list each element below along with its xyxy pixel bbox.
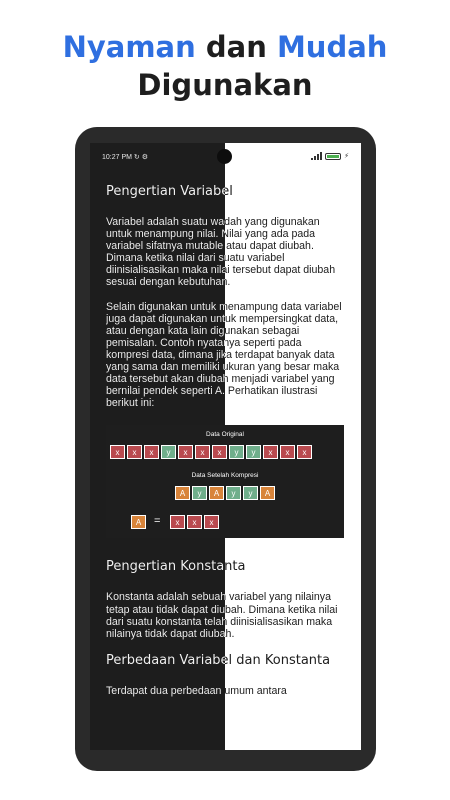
paragraph: Selain digunakan untuk menampung data variabel juga dapat digunakan untuk mempersingkat data, atau dengan kata lain digunakan sebagai pemisalan. Contoh nyatanya seperti pada kompresi data, dimana jika terdapat banyak data yang sama dan memiliki ukuran yang besar maka data tersebut akan diubah menjadi variabel yang bernilai pendek seperti A. Perhatikan ilustrasi berikut ini: — [106, 301, 346, 410]
data-cell: y — [246, 445, 261, 459]
battery-level — [327, 155, 339, 158]
data-cell: x — [178, 445, 193, 459]
status-icons — [311, 152, 349, 160]
section-title-variabel: Pengertian Variabel — [106, 183, 346, 201]
headline-word: Nyaman — [62, 30, 196, 64]
paragraph: Konstanta adalah sebuah variabel yang nilainya tetap atau tidak dapat diubah. Dimana ketika nilai dari suatu konstanta telah diinisialisasikan maka nilainya tidak dapat diubah. — [106, 591, 346, 639]
promo-headline — [0, 28, 450, 104]
data-cell: A — [260, 486, 275, 500]
data-cell: x — [127, 445, 142, 459]
legend-symbol — [131, 515, 146, 529]
settings-icon: ⚙ — [141, 154, 149, 161]
data-cell: y — [161, 445, 176, 459]
equals-sign: = — [154, 515, 161, 528]
charging-icon: ⚡ — [344, 153, 349, 160]
section-title-perbedaan: Perbedaan Variabel dan Konstanta — [106, 652, 346, 670]
data-cell: y — [229, 445, 244, 459]
signal-icon — [311, 152, 322, 160]
data-cell: y — [226, 486, 241, 500]
section-title-konstanta: Pengertian Konstanta — [106, 558, 346, 576]
headline-line-2: Digunakan — [137, 68, 313, 102]
status-bar — [90, 143, 361, 171]
paragraph: Variabel adalah suatu wadah yang digunakan untuk menampung nilai. Nilai yang ada pada variabel sifatnya mutable atau dapat diubah. Dimana ketika nilai dari suatu variabel diinisialisasikan maka nilai tersebut dapat diubah sesuai dengan kebutuhan. — [106, 216, 346, 289]
status-time: 10:27 PM ↻ ⚙ — [102, 154, 149, 161]
data-cell: A — [209, 486, 224, 500]
data-cell: x — [187, 515, 202, 529]
data-cell: x — [280, 445, 295, 459]
data-cell: x — [110, 445, 125, 459]
headline-word: Mudah — [276, 30, 388, 64]
data-cell: x — [263, 445, 278, 459]
data-cell: x — [195, 445, 210, 459]
article-content — [106, 183, 346, 709]
data-cell: A — [131, 515, 146, 529]
headline-line-1 — [0, 28, 450, 66]
phone-screen — [90, 143, 361, 750]
sync-icon: ↻ — [133, 154, 140, 161]
label-compressed: Data Setelah Kompresi — [191, 472, 259, 480]
data-cell: x — [212, 445, 227, 459]
compressed-cells — [175, 486, 275, 500]
label-original: Data Original — [206, 431, 244, 439]
headline-word: dan — [195, 30, 277, 64]
paragraph: Terdapat dua perbedaan umum antara — [106, 685, 346, 697]
legend-cells — [170, 515, 219, 529]
data-cell: x — [204, 515, 219, 529]
data-cell: y — [243, 486, 258, 500]
battery-icon — [325, 153, 341, 160]
original-cells — [110, 445, 312, 459]
data-cell: A — [175, 486, 190, 500]
data-cell: x — [297, 445, 312, 459]
data-cell: x — [144, 445, 159, 459]
data-cell: x — [170, 515, 185, 529]
compression-illustration — [106, 425, 344, 538]
data-cell: y — [192, 486, 207, 500]
